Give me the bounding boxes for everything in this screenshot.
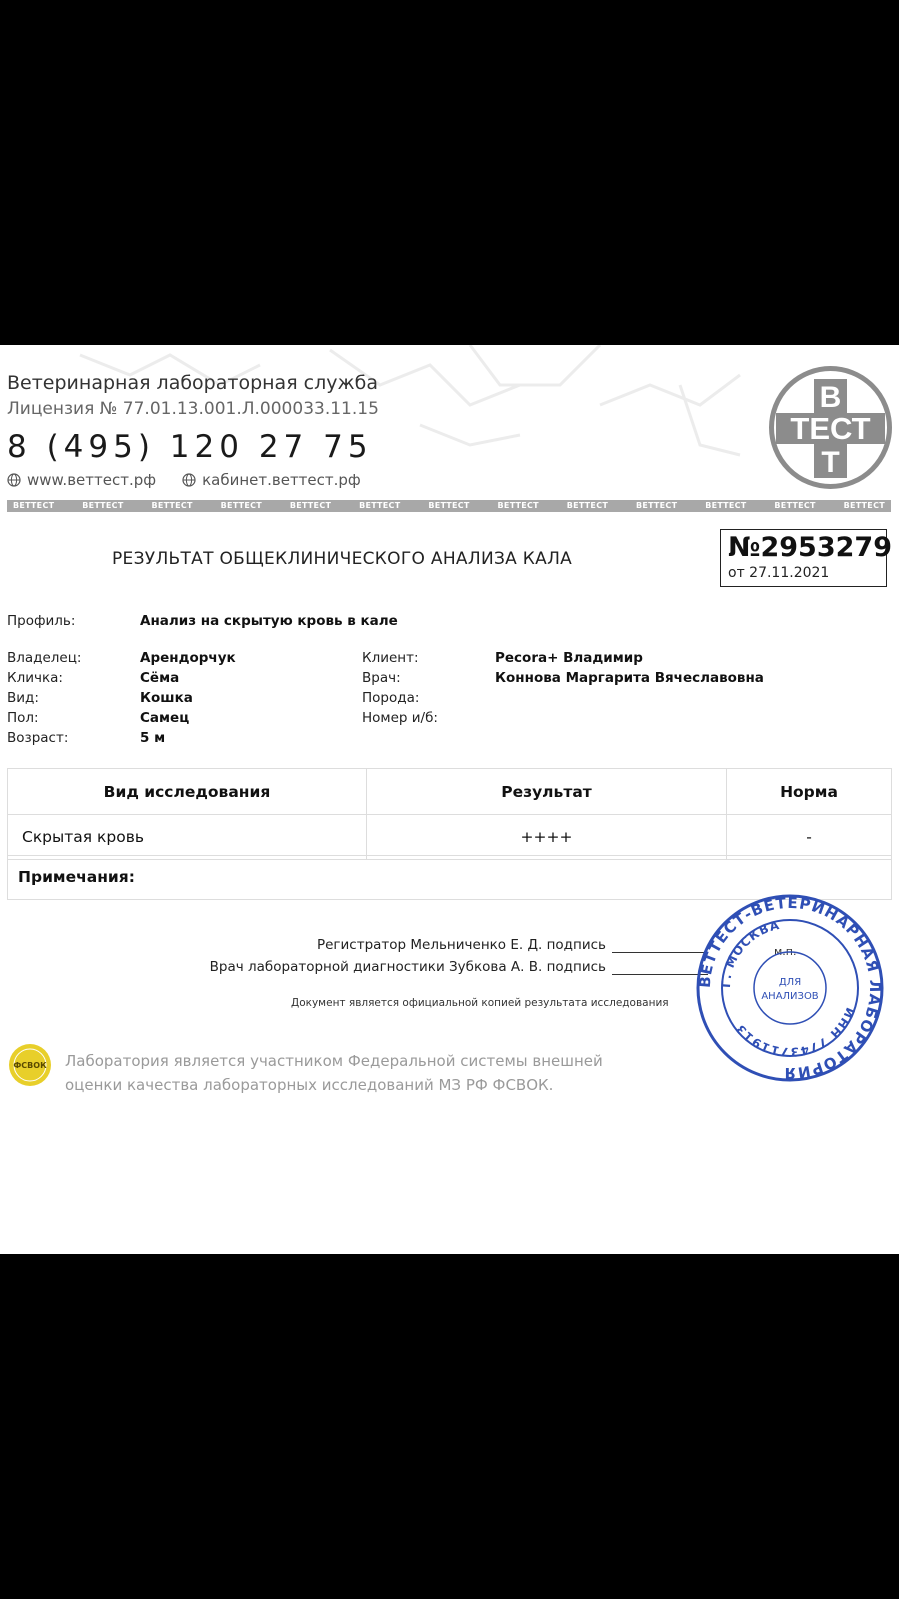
band-word: ВЕТТЕСТ bbox=[151, 501, 193, 510]
fsvok-statement-line2: оценки качества лабораторных исследований МЗ РФ ФСВОК. bbox=[65, 1076, 554, 1094]
fsvok-statement bbox=[65, 1049, 603, 1097]
document-number-box bbox=[720, 529, 892, 587]
species-value: Кошка bbox=[140, 690, 193, 706]
band-word: ВЕТТЕСТ bbox=[497, 501, 539, 510]
phone-number[interactable]: 8 (495) 120 27 75 bbox=[7, 429, 373, 465]
sex-value: Самец bbox=[140, 710, 190, 726]
table-header-row bbox=[8, 769, 892, 815]
signature-line bbox=[612, 942, 708, 953]
signature-line bbox=[612, 964, 708, 975]
band-word: ВЕТТЕСТ bbox=[220, 501, 263, 510]
globe-icon bbox=[182, 473, 196, 487]
species-label: Вид: bbox=[7, 690, 39, 706]
client-label: Клиент: bbox=[362, 650, 419, 666]
column-header-test: Вид исследования bbox=[8, 769, 367, 815]
document-date: от 27.11.2021 bbox=[728, 565, 830, 581]
document-number: №2953279 bbox=[728, 532, 892, 563]
lab-header bbox=[7, 371, 379, 489]
band-word: ВЕТТЕСТ bbox=[289, 501, 332, 510]
owner-value: Арендорчук bbox=[140, 650, 236, 666]
document-title: РЕЗУЛЬТАТ ОБЩЕКЛИНИЧЕСКОГО АНАЛИЗА КАЛА bbox=[112, 549, 573, 569]
cell-test: Скрытая кровь bbox=[8, 815, 367, 860]
doctor-value: Коннова Маргарита Вячеславовна bbox=[495, 670, 764, 686]
svg-text:ДЛЯ: ДЛЯ bbox=[778, 977, 802, 988]
logo-word-middle: ТЕСТ bbox=[790, 411, 871, 446]
doctor-label: Врач: bbox=[362, 670, 401, 686]
fsvok-statement-line1: Лаборатория является участником Федеральной системы внешней bbox=[65, 1052, 603, 1070]
client-value: Pecora+ Владимир bbox=[495, 650, 643, 666]
band-word: ВЕТТЕСТ bbox=[428, 501, 470, 510]
band-word: ВЕТТЕСТ bbox=[13, 501, 55, 510]
band-word: ВЕТТЕСТ bbox=[359, 501, 401, 510]
official-copy-note: Документ является официальной копией результата исследования bbox=[291, 997, 669, 1009]
seal-placeholder-label: м.п. bbox=[774, 945, 797, 958]
card-number-label: Номер и/б: bbox=[362, 710, 438, 726]
registrar-signature bbox=[317, 937, 708, 953]
owner-label: Владелец: bbox=[7, 650, 82, 666]
band-word: ВЕТТЕСТ bbox=[843, 501, 885, 510]
notes-label: Примечания: bbox=[18, 868, 135, 886]
org-name: Ветеринарная лабораторная служба bbox=[7, 372, 378, 394]
sex-label: Пол: bbox=[7, 710, 39, 726]
vettest-logo bbox=[768, 365, 893, 490]
site-link-cabinet[interactable] bbox=[182, 471, 361, 489]
logo-letter-bottom: Т bbox=[821, 446, 840, 479]
breed-label: Порода: bbox=[362, 690, 420, 706]
site-link-main-text: www.веттест.рф bbox=[27, 471, 157, 489]
band-word: ВЕТТЕСТ bbox=[774, 501, 816, 510]
band-word: ВЕТТЕСТ bbox=[635, 501, 678, 510]
column-header-result: Результат bbox=[367, 769, 727, 815]
profile-label: Профиль: bbox=[7, 613, 76, 629]
site-link-cabinet-text: кабинет.веттест.рф bbox=[202, 471, 361, 489]
website-links bbox=[7, 471, 379, 489]
profile-value: Анализ на скрытую кровь в кале bbox=[140, 613, 398, 629]
band-word: ВЕТТЕСТ bbox=[705, 501, 747, 510]
svg-text:ИНН 7743711913: ИНН 7743711913 bbox=[732, 1005, 858, 1060]
results-table bbox=[7, 768, 892, 860]
lab-stamp bbox=[695, 893, 885, 1083]
svg-text:Г. МОСКВА: Г. МОСКВА bbox=[718, 917, 782, 989]
globe-icon bbox=[7, 473, 21, 487]
registrar-signature-text: Регистратор Мельниченко Е. Д. подпись bbox=[316, 937, 606, 953]
cell-result: ++++ bbox=[367, 815, 727, 860]
document-sheet bbox=[0, 345, 899, 1254]
svg-text:ВЕТТЕСТ-ВЕТЕРИНАРНАЯ ЛАБОРАТОР: ВЕТТЕСТ-ВЕТЕРИНАРНАЯ ЛАБОРАТОРИЯ bbox=[695, 893, 885, 1083]
brand-band bbox=[7, 500, 891, 512]
fsvok-logo bbox=[8, 1043, 52, 1087]
logo-letter-top: В bbox=[819, 381, 842, 414]
nickname-value: Сёма bbox=[140, 670, 180, 686]
lab-doctor-signature-text: Врач лабораторной диагностики Зубкова А. В. подпись bbox=[209, 959, 606, 975]
svg-text:ФСВОК: ФСВОК bbox=[13, 1061, 47, 1070]
license-number: Лицензия № 77.01.13.001.Л.000033.11.15 bbox=[7, 399, 379, 419]
lab-doctor-signature bbox=[210, 959, 708, 975]
column-header-norm: Норма bbox=[727, 769, 892, 815]
band-word: ВЕТТЕСТ bbox=[82, 501, 124, 510]
svg-text:АНАЛИЗОВ: АНАЛИЗОВ bbox=[761, 991, 819, 1002]
table-row bbox=[8, 815, 892, 860]
age-label: Возраст: bbox=[7, 730, 69, 746]
age-value: 5 м bbox=[140, 730, 166, 746]
band-word: ВЕТТЕСТ bbox=[566, 501, 609, 510]
site-link-main[interactable] bbox=[7, 471, 156, 489]
nickname-label: Кличка: bbox=[7, 670, 63, 686]
cell-norm: - bbox=[727, 815, 892, 860]
